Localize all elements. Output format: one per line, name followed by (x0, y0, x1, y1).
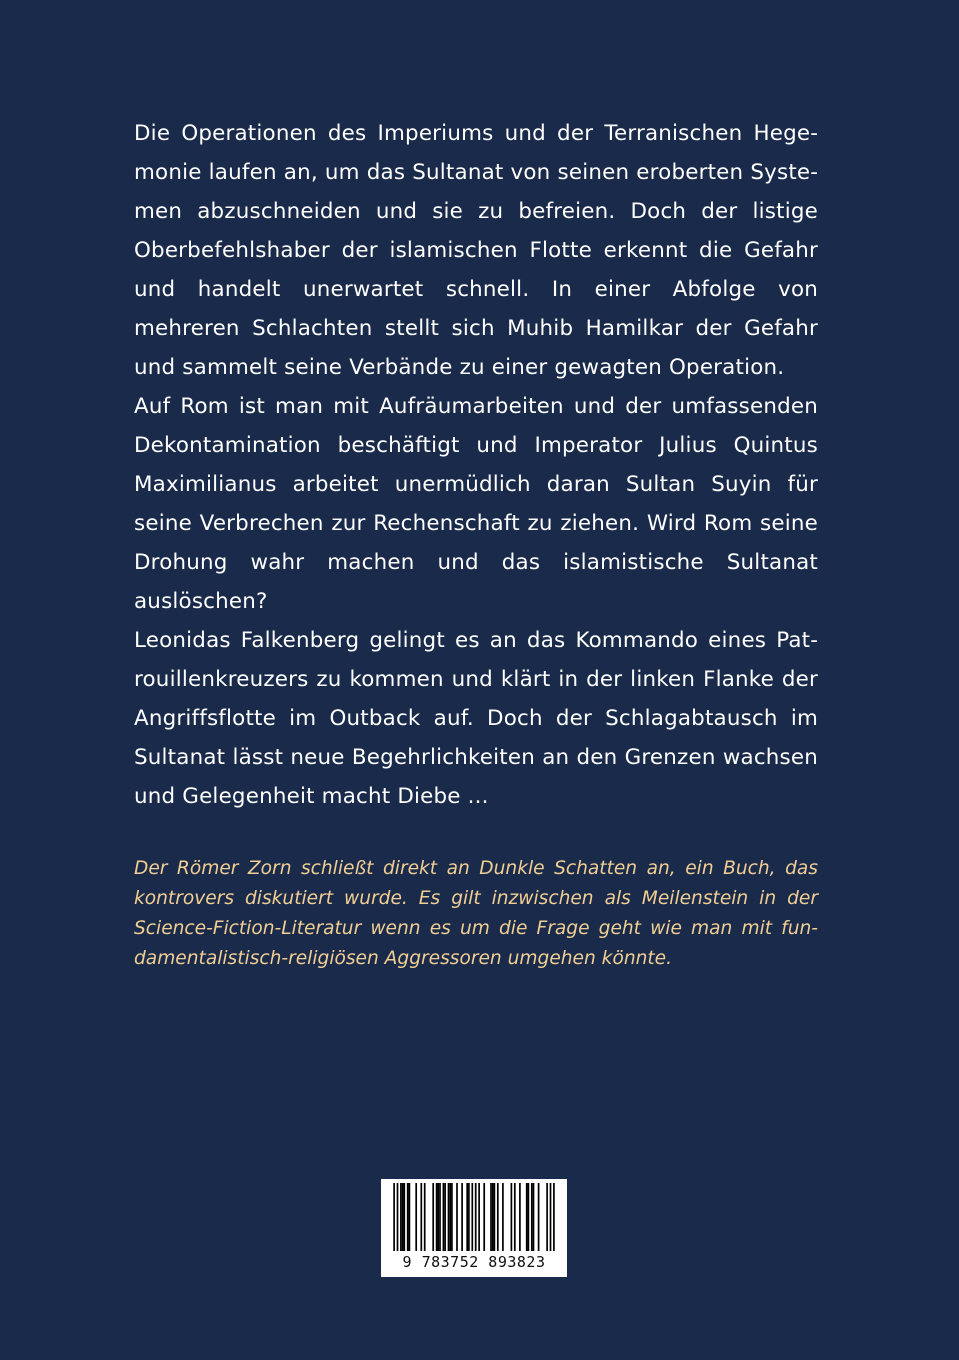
barcode-bar (553, 1183, 555, 1251)
barcode-bar (443, 1183, 445, 1251)
barcode-bar (420, 1183, 422, 1251)
tagline-text: Der Römer Zorn schließt direkt an Dunkle Schatten an, ein Buch, das kontrovers diskutiert wurde. Es gilt inzwischen als Meilenstein in der Science-Fiction-Literatur wenn es um die Frage geht wie man mit fundamentalistisch-religiösen Aggressoren umgehen könnte. (134, 858, 818, 969)
barcode-bar (511, 1183, 513, 1251)
barcode-bar (437, 1183, 439, 1251)
barcode-bar (502, 1183, 504, 1251)
barcode-bar (393, 1183, 395, 1251)
barcode-bar (448, 1183, 450, 1251)
barcode-bar (550, 1183, 552, 1251)
blurb-paragraph-1: Die Operationen des Imperiums und der Terranischen Hegemonie laufen an, um das Sultanat von seinen eroberten Systemen abzuschneiden und sie zu befreien. Doch der listige Oberbefehlshaber der islamischen Flotte erkennt die Gefahr und handelt unerwartet schnell. In einer Abfolge von mehreren Schlachten stellt sich Muhib Hamilkar der Gefahr und sammelt seine Verbände zu einer gewagten Operation. (134, 121, 818, 380)
barcode-bar (538, 1183, 540, 1251)
barcode-bar (432, 1183, 434, 1251)
barcode-bar (466, 1183, 468, 1251)
barcode-bar (400, 1183, 402, 1251)
barcode-bars (381, 1179, 567, 1253)
blurb-paragraph-3: Leonidas Falkenberg gelingt es an das Kommando eines Patrouillenkreuzers zu kommen und klärt in der linken Flanke der Angriffsflotte im Outback auf. Doch der Schlagabtausch im Sultanat lässt neue Begehrlichkeiten an den Grenzen wachsen und Gelegenheit macht Diebe ... (134, 628, 818, 809)
blurb-text (134, 114, 818, 816)
barcode-bar (449, 1183, 451, 1251)
barcode-bar (403, 1183, 405, 1251)
barcode-bar (526, 1183, 528, 1251)
barcode-bar (424, 1183, 426, 1251)
barcode-bar (533, 1183, 535, 1251)
barcode-bar (415, 1183, 417, 1251)
barcode-bar (531, 1183, 533, 1251)
barcode-bar (546, 1183, 548, 1251)
barcode-bar (492, 1183, 494, 1251)
barcode-bar (475, 1183, 477, 1251)
tagline (134, 854, 818, 974)
barcode-bar (471, 1183, 473, 1251)
barcode-bar (444, 1183, 446, 1251)
barcode-bar (436, 1183, 438, 1251)
barcode-bar (519, 1183, 521, 1251)
barcode-bar (456, 1183, 458, 1251)
barcode-bar (402, 1183, 404, 1251)
blurb-paragraph-2: Auf Rom ist man mit Aufräumarbeiten und der umfassenden Dekontamination beschäftigt und Imperator Julius Quintus Maximilianus arbeitet unermüdlich daran Sultan Suyin für seine Verbrechen zur Rechenschaft zu ziehen. Wird Rom seine Drohung wahr machen und das islamistische Sultanat auslöschen? (134, 394, 818, 614)
barcode-bar (514, 1183, 516, 1251)
barcode-bar (468, 1183, 470, 1251)
barcode-bar (497, 1183, 499, 1251)
barcode-bar (490, 1183, 492, 1251)
barcode-bar (528, 1183, 530, 1251)
barcode-bar (483, 1183, 485, 1251)
barcode-bar (407, 1183, 409, 1251)
isbn-barcode (381, 1179, 567, 1277)
barcode-bar (478, 1183, 480, 1251)
barcode-bar (397, 1183, 399, 1251)
barcode-bar (409, 1183, 411, 1251)
barcode-bar (451, 1183, 453, 1251)
isbn-digits: 9 783752 893823 (402, 1253, 546, 1271)
barcode-bar (494, 1183, 496, 1251)
barcode-bar (439, 1183, 441, 1251)
barcode-bar (461, 1183, 463, 1251)
